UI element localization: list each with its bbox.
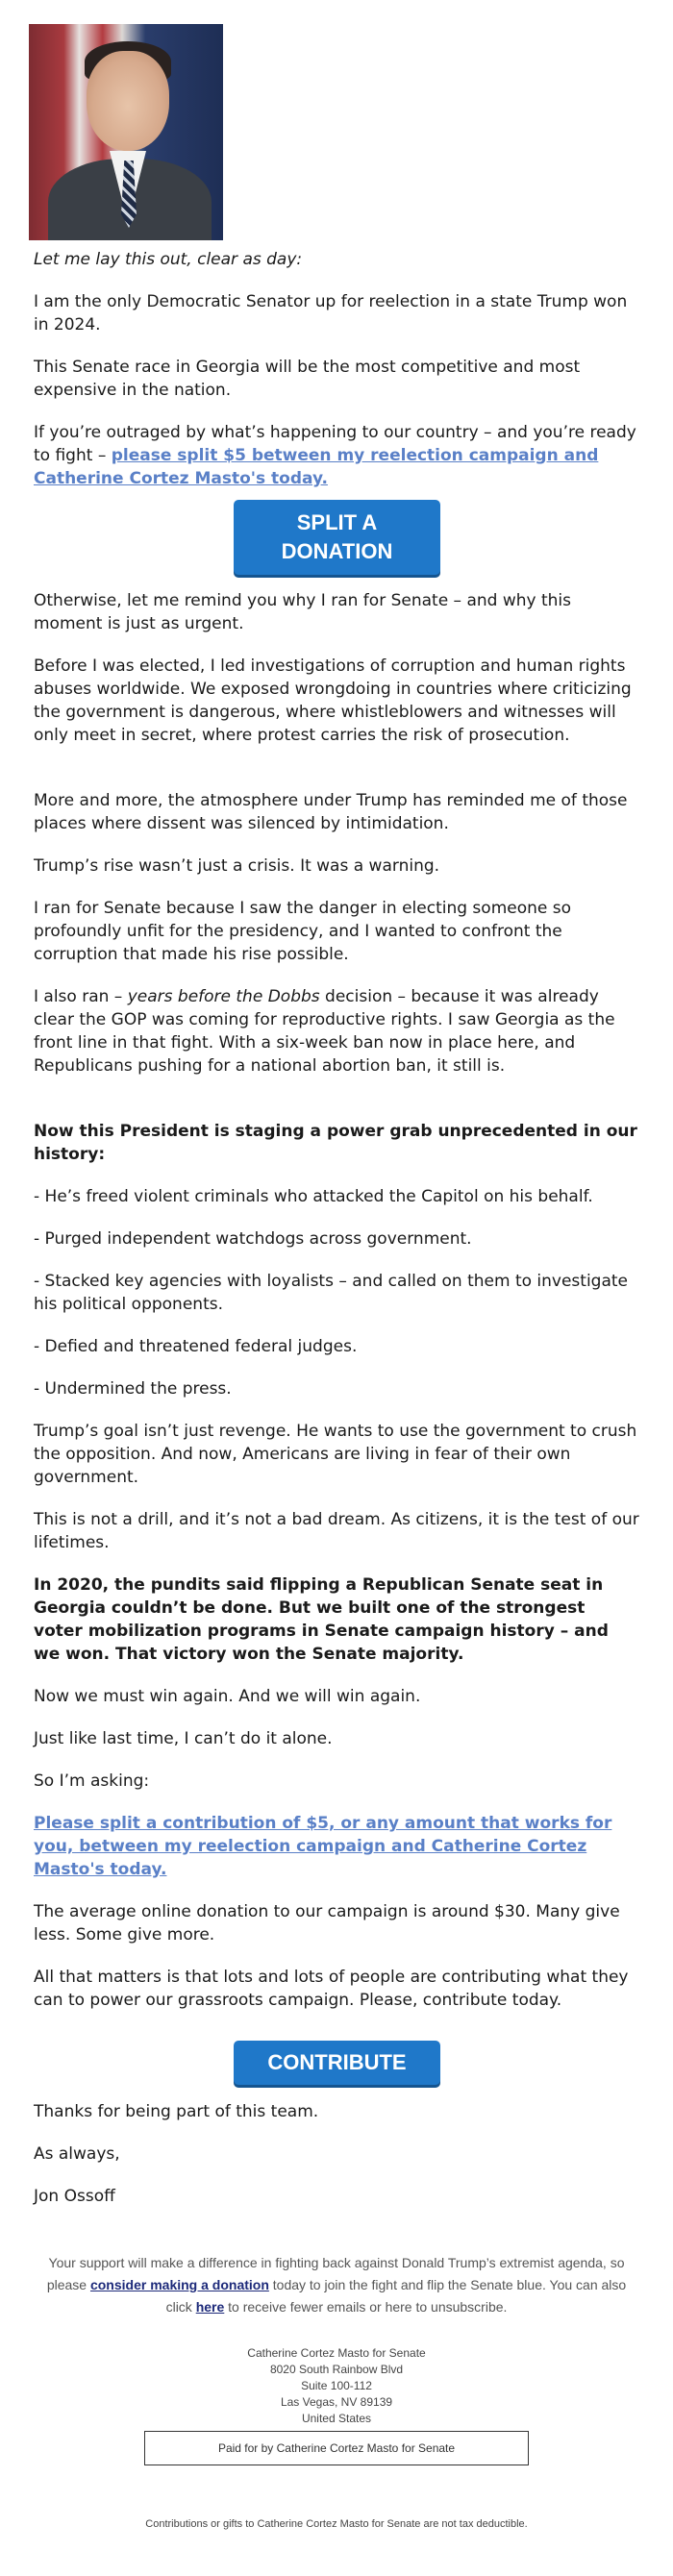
footer-note	[38, 2252, 635, 2318]
paragraph-9-a: I also ran –	[34, 987, 128, 1006]
bullet-item: - Stacked key agencies with loyalists – and called on them to investigate his political opponents.	[34, 1272, 629, 1314]
paragraph-3-text: If you’re outraged by what’s happening to our country – and you’re ready to fight –	[34, 423, 636, 465]
split-contribution-link[interactable]: Please split a contribution of $5, or any amount that works for you, between my reelection campaign and Catherine Cortez Masto's today.	[34, 1814, 612, 1879]
paragraph-9-b: decision – because it was already clear the GOP was coming for reproductive rights. I saw Georgia as the front line in that fight. With a six-week ban now in place here, and Republicans pushing for a national abortion ban, it still is.	[34, 987, 615, 1076]
donation-footer-link[interactable]: consider making a donation	[89, 2277, 269, 2292]
candidate-photo	[29, 24, 223, 240]
mailing-address	[0, 2345, 673, 2427]
address-line: Catherine Cortez Masto for Senate	[247, 2346, 426, 2360]
paragraph-2: This Senate race in Georgia will be the most competitive and most expensive in the nation.	[34, 358, 581, 400]
paragraph-4: Otherwise, let me remind you why I ran for Senate – and why this moment is just as urgent.	[34, 591, 572, 633]
address-line: United States	[301, 2412, 372, 2425]
paragraph-9	[34, 985, 639, 1077]
split-button-line-1: SPLIT A	[296, 510, 378, 534]
bullet-item: - He’s freed violent criminals who attacked the Capitol on his behalf.	[34, 1187, 593, 1206]
paragraph-1: I am the only Democratic Senator up for reelection in a state Trump won in 2024.	[34, 292, 628, 334]
split-donation-link[interactable]: please split $5 between my reelection campaign and Catherine Cortez Masto's today.	[34, 446, 599, 488]
bullet-item: - Undermined the press.	[34, 1379, 232, 1399]
bullet-item: - Defied and threatened federal judges.	[34, 1337, 358, 1356]
paragraph-15: Just like last time, I can’t do it alone.	[34, 1729, 333, 1748]
footer-text-3: to receive fewer emails or here to unsubscribe.	[224, 2299, 508, 2315]
photo-face	[87, 51, 169, 151]
paragraph-13-bold: In 2020, the pundits said flipping a Republican Senate seat in Georgia couldn’t be done. But we built one of the strongest voter mobilization programs in Senate campaign history – and we won. That victory won the Senate majority.	[34, 1575, 609, 1664]
tax-disclaimer: Contributions or gifts to Catherine Cortez Masto for Senate are not tax deductible.	[145, 2518, 528, 2530]
paragraph-20: Thanks for being part of this team.	[34, 2102, 319, 2121]
paragraph-10-heading: Now this President is staging a power grab unprecedented in our history:	[34, 1122, 637, 1164]
paragraph-3	[34, 421, 639, 490]
paragraph-16: So I’m asking:	[34, 1771, 150, 1791]
address-line: Suite 100-112	[301, 2379, 372, 2392]
paragraph-11: Trump’s goal isn’t just revenge. He wants to use the government to crush the opposition. And now, Americans are living in fear of their own government.	[34, 1422, 637, 1487]
paragraph-18: The average online donation to our campaign is around $30. Many give less. Some give more.	[34, 1902, 620, 1944]
paragraph-14: Now we must win again. And we will win again.	[34, 1687, 421, 1706]
paragraph-6: More and more, the atmosphere under Trump has reminded me of those places where dissent was silenced by intimidation.	[34, 791, 628, 833]
paragraph-12: This is not a drill, and it’s not a bad dream. As citizens, it is the test of our lifetimes.	[34, 1510, 639, 1552]
paragraph-9-italic: years before the Dobbs	[127, 987, 320, 1006]
paragraph-17	[34, 1812, 639, 1881]
paragraph-5: Before I was elected, I led investigations of corruption and human rights abuses worldwide. We exposed wrongdoing in countries where criticizing the government is dangerous, where whistleblowers and witnesses will only meet in secret, where protest carries the risk of prosecution.	[34, 656, 632, 745]
footer-text-1: Your support will make a difference in fighting back against Donald Trump’s extremist agenda, so please	[46, 2255, 625, 2292]
address-line: Las Vegas, NV 89139	[280, 2395, 393, 2409]
split-button-line-2: DONATION	[281, 539, 393, 563]
paragraph-8: I ran for Senate because I saw the danger in electing someone so profoundly unfit for the presidency, and I wanted to confront the corruption that made his rise possible.	[34, 899, 572, 964]
bullet-item: - Purged independent watchdogs across government.	[34, 1229, 472, 1249]
contribute-button[interactable]: CONTRIBUTE	[234, 2041, 440, 2085]
intro-line: Let me lay this out, clear as day:	[34, 250, 303, 269]
split-donation-button[interactable]	[234, 500, 440, 575]
paragraph-21: As always,	[34, 2144, 120, 2164]
fewer-emails-link[interactable]: here	[195, 2299, 225, 2315]
footer-text-2: today to join the fight and flip the Senate blue. You can also click	[165, 2277, 627, 2315]
paid-for-box: Paid for by Catherine Cortez Masto for Senate	[144, 2431, 529, 2465]
paragraph-7: Trump’s rise wasn’t just a crisis. It was a warning.	[34, 856, 440, 876]
paragraph-19: All that matters is that lots and lots of people are contributing what they can to power our grassroots campaign. Please, contribute today.	[34, 1968, 629, 2010]
signature: Jon Ossoff	[34, 2187, 115, 2206]
address-line: 8020 South Rainbow Blvd	[269, 2363, 404, 2376]
